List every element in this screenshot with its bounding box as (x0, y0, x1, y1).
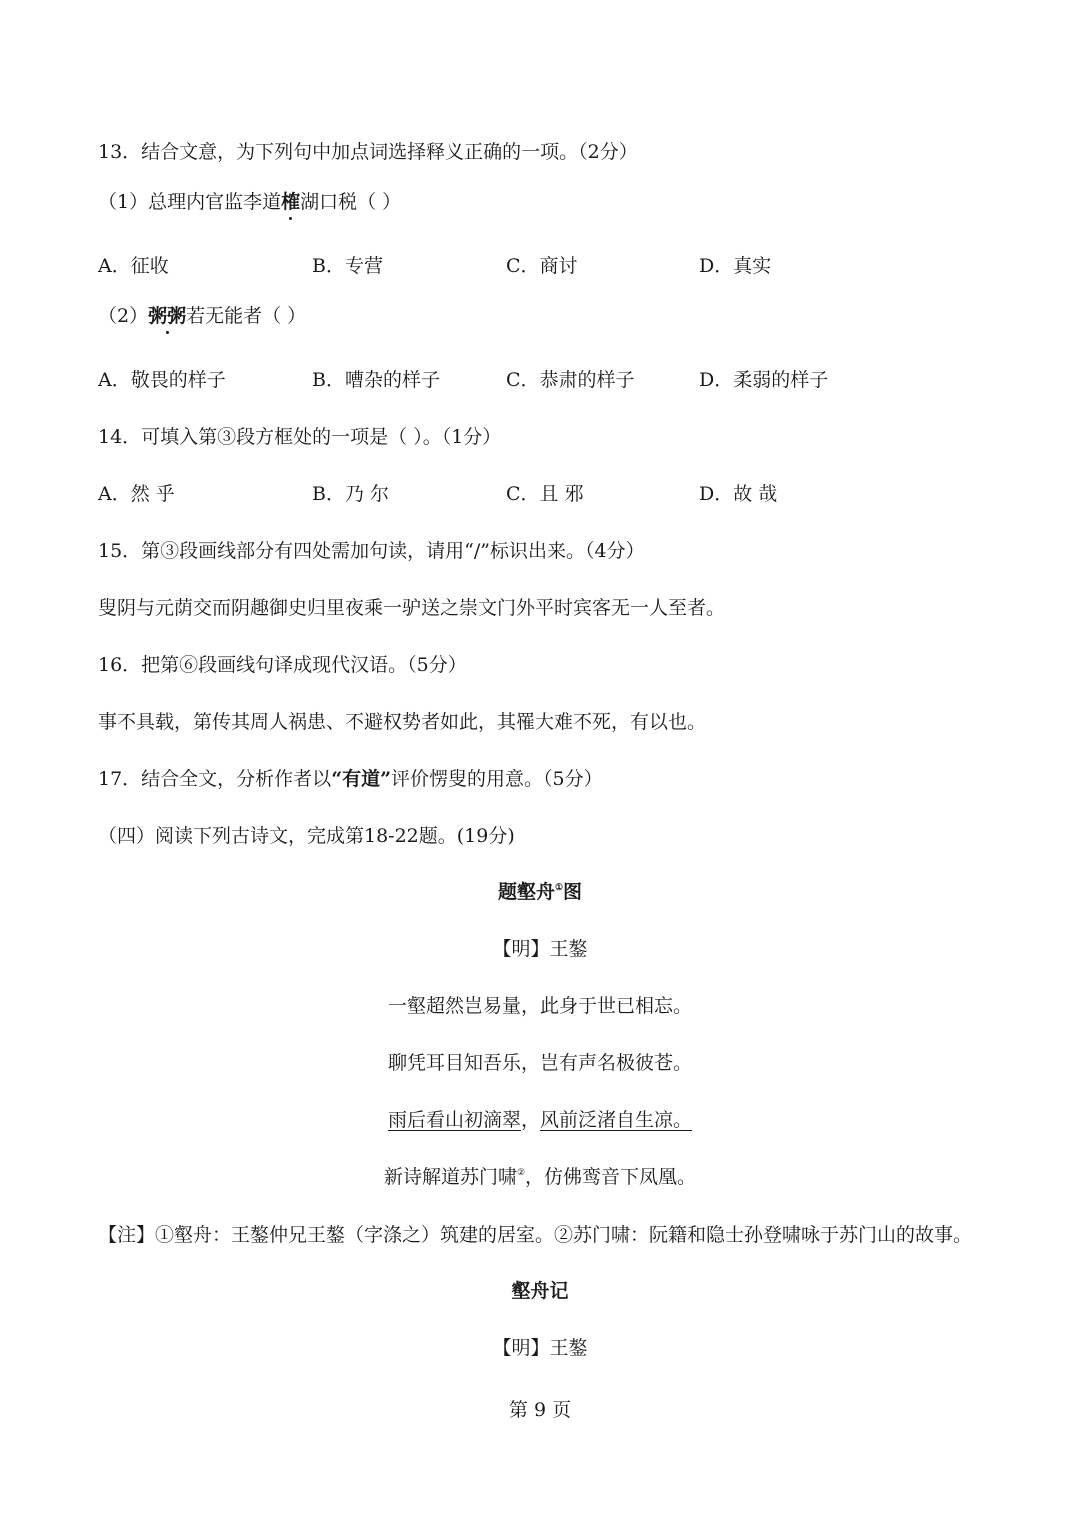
poem-line-3-separator: ， (520, 1109, 540, 1131)
q14-option-b: B．乃 尔 (312, 483, 390, 505)
poem-line-4-after: ，仿佛鸾音下凤凰。 (525, 1166, 697, 1188)
q13-sub2-option-d: D．柔弱的样子 (699, 369, 829, 391)
q13-sub2-after: 若无能者（ ） (186, 305, 307, 327)
q13-sub2-option-b: B．嘈杂的样子 (312, 369, 440, 391)
q15-stem: 15．第③段画线部分有四处需加句读，请用“/”标识出来。（4分） (98, 540, 645, 562)
q17-before: 17．结合全文，分析作者以 (98, 768, 332, 790)
q13-sub2-option-a: A．敬畏的样子 (98, 369, 226, 391)
q13-sub1-after: 湖口税（ ） (300, 191, 402, 213)
q17-stem (98, 766, 603, 792)
poem-title-before: 题壑舟 (497, 881, 555, 903)
q14-option-d: D．故 哉 (699, 483, 778, 505)
poem-line-4 (0, 1164, 1080, 1190)
poem-note: 【注】①壑舟：王鏊仲兄王鏊（字涤之）筑建的居室。②苏门啸：阮籍和隐士孙登啸咏于苏门山的故事。 (98, 1224, 973, 1246)
q13-sub1-dotted-word: 榷 (281, 191, 301, 213)
section4-intro: （四）阅读下列古诗文，完成第18-22题。(19分) (98, 825, 515, 847)
q13-sub2-dotted-word: 粥粥 (148, 305, 187, 327)
q14-option-c: C．且 邪 (506, 483, 584, 505)
q13-sub1 (98, 189, 401, 215)
q14-option-a: A．然 乎 (98, 483, 175, 505)
poem-line-1: 一壑超然岂易量，此身于世已相忘。 (387, 995, 692, 1017)
poem-title-note-marker: ① (554, 883, 564, 893)
q17-after: 评价愣叟的用意。（5分） (391, 768, 603, 790)
q13-sub2-before: （2） (98, 305, 149, 327)
poem-line-3 (0, 1107, 1080, 1133)
q13-sub1-option-a: A．征收 (98, 255, 169, 277)
q13-sub1-option-c: C．商讨 (506, 255, 578, 277)
q13-sub2 (98, 303, 306, 329)
q13-stem: 13．结合文意，为下列句中加点词选择释义正确的一项。（2分） (98, 141, 638, 163)
q13-sub1-option-d: D．真实 (699, 255, 772, 277)
q13-sub2-options (98, 367, 998, 393)
q16-text: 事不具载，第传其周人祸患、不避权势者如此，其罹大难不死，有以也。 (98, 711, 707, 733)
q15-text: 叟阴与元荫交而阴趣御史归里夜乘一驴送之崇文门外平时宾客无一人至者。 (98, 597, 726, 619)
q13-sub1-option-b: B．专营 (312, 255, 383, 277)
essay-author: 【明】王鏊 (492, 1337, 588, 1359)
poem-title-after: 图 (563, 881, 583, 903)
q14-options (98, 481, 998, 507)
poem-title (0, 879, 1080, 905)
q14-stem: 14．可填入第③段方框处的一项是（ ）。（1分） (98, 426, 502, 448)
poem-line-3-second-half: 风前泛渚自生凉。 (540, 1109, 693, 1131)
q13-sub1-before: （1）总理内官监李道 (98, 191, 282, 213)
q16-stem: 16．把第⑥段画线句译成现代汉语。（5分） (98, 654, 467, 676)
poem-author: 【明】王鏊 (492, 938, 588, 960)
page-number: 第 9 页 (508, 1399, 572, 1421)
q13-sub1-options (98, 253, 998, 279)
q13-sub2-option-c: C．恭肃的样子 (506, 369, 635, 391)
poem-line-4-before: 新诗解道苏门啸 (383, 1166, 517, 1188)
q17-bold-term: “有道” (331, 768, 392, 790)
poem-line-3-first-half: 雨后看山初滴翠 (387, 1109, 521, 1131)
poem-line-2: 聊凭耳目知吾乐，岂有声名极彼苍。 (387, 1052, 692, 1074)
essay-title: 壑舟记 (511, 1280, 569, 1302)
poem-line-4-note-marker: ② (516, 1168, 526, 1178)
